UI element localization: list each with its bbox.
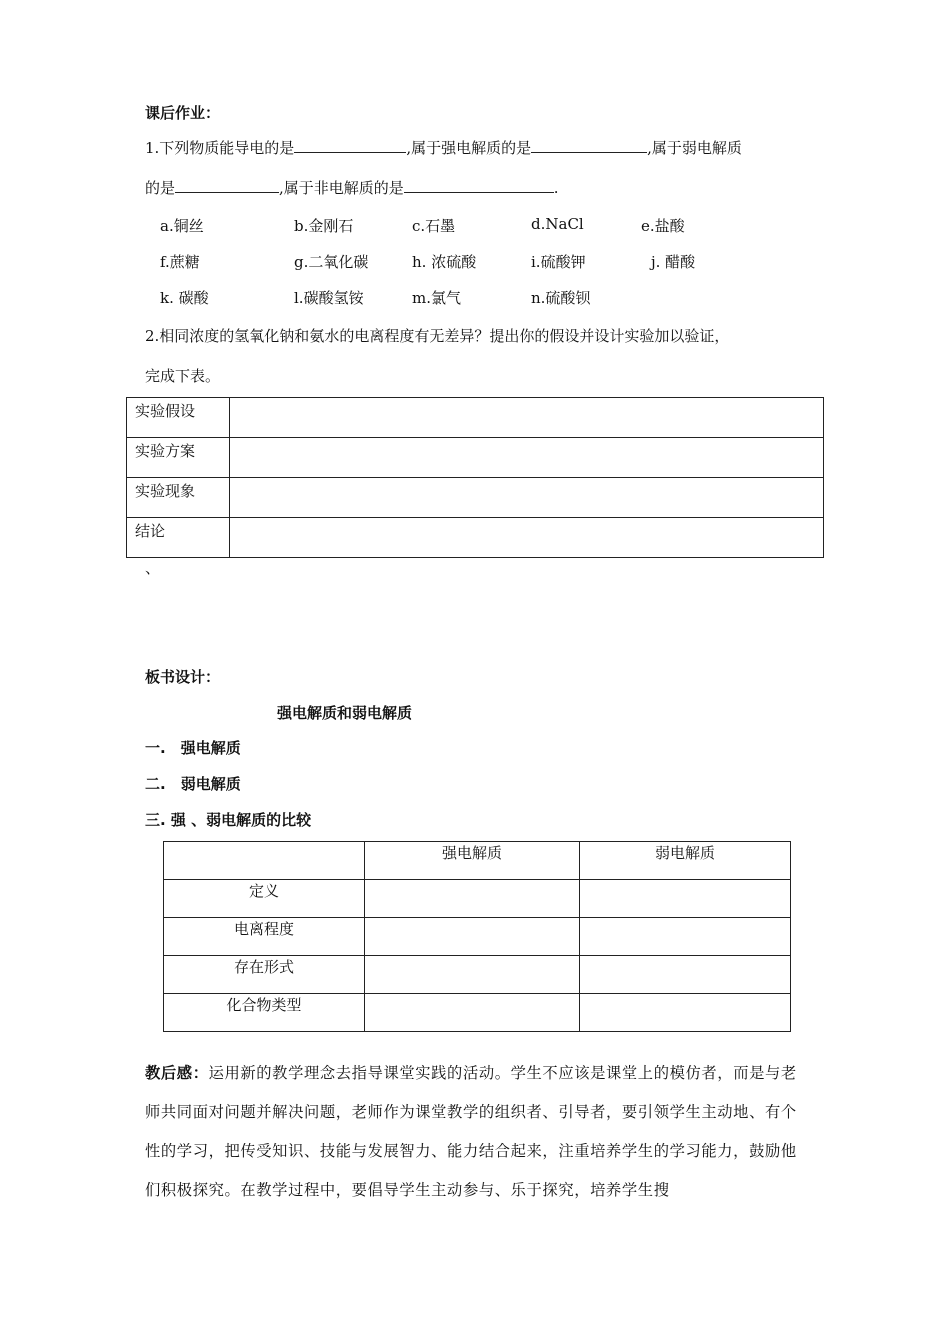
reflection-text: 运用新的教学理念去指导课堂实践的活动。学生不应该是课堂上的模仿者，而是与老师共同面对问题并解决问题，老师作为课堂教学的组织者、引导者，要引领学生主动地、有个性的学习，把传受知识、技能与发展智力、能力结合起来，注重培养学生的学习能力，鼓励他们积极探究。在教学过程中，要倡导学生主动参与、乐于探究，培养学生搜 [145, 1064, 797, 1199]
table-row [127, 478, 824, 518]
experiment-table [126, 397, 824, 558]
option-j: j. 醋酸 [651, 253, 696, 271]
board-subtitle: 强电解质和弱电解质 [277, 704, 413, 722]
q1-part3: ,属于弱电解质 [647, 139, 742, 157]
answer-blank-conductive[interactable] [294, 138, 406, 153]
cell-strong-definition[interactable] [365, 880, 580, 918]
option-k: k. 碳酸 [160, 289, 209, 307]
row-label-plan: 实验方案 [127, 438, 230, 478]
cell-phenomenon[interactable] [230, 478, 824, 518]
cell-plan[interactable] [230, 438, 824, 478]
row-label-definition: 定义 [164, 880, 365, 918]
option-d: d.NaCl [531, 215, 584, 233]
option-g: g.二氧化碳 [294, 253, 369, 271]
board-item-3: 三. 强 、弱电解质的比较 [145, 811, 312, 829]
board-item-1: 一. 强电解质 [145, 739, 241, 757]
row-label-compound-type: 化合物类型 [164, 994, 365, 1032]
q1-end: . [553, 179, 559, 197]
cell-weak-definition[interactable] [580, 880, 791, 918]
option-b: b.金刚石 [294, 217, 354, 235]
board-title: 板书设计： [145, 668, 221, 686]
option-n: n.硫酸钡 [531, 289, 591, 307]
table-header-row [164, 842, 791, 880]
row-label-phenomenon: 实验现象 [127, 478, 230, 518]
homework-title: 课后作业： [145, 104, 221, 122]
reflection-label: 教后感： [145, 1064, 209, 1082]
option-f: f.蔗糖 [160, 253, 200, 271]
cell-conclusion[interactable] [230, 518, 824, 558]
option-m: m.氯气 [412, 289, 461, 307]
comparison-table [163, 841, 791, 1032]
question-1-line-1 [145, 137, 742, 159]
answer-blank-nonelectrolyte[interactable] [404, 178, 554, 193]
table-row [127, 398, 824, 438]
stray-mark: 、 [145, 559, 161, 577]
header-weak: 弱电解质 [580, 842, 791, 880]
option-i: i.硫酸钾 [531, 253, 586, 271]
table-row [164, 956, 791, 994]
cell-hypothesis[interactable] [230, 398, 824, 438]
cell-strong-compound-type[interactable] [365, 994, 580, 1032]
cell-weak-form[interactable] [580, 956, 791, 994]
q1-part1: 1.下列物质能导电的是 [145, 139, 295, 157]
q1-part5: ,属于非电解质的是 [279, 179, 404, 197]
header-blank [164, 842, 365, 880]
option-l: l.碳酸氢铵 [294, 289, 364, 307]
table-row [164, 918, 791, 956]
question-1-line-2 [145, 177, 559, 199]
table-row [164, 994, 791, 1032]
header-strong: 强电解质 [365, 842, 580, 880]
table-row [127, 518, 824, 558]
q1-part4: 的是 [145, 179, 176, 197]
cell-strong-form[interactable] [365, 956, 580, 994]
option-a: a.铜丝 [160, 217, 204, 235]
reflection-paragraph [145, 1054, 810, 1210]
cell-strong-ionization[interactable] [365, 918, 580, 956]
table-row [127, 438, 824, 478]
row-label-hypothesis: 实验假设 [127, 398, 230, 438]
table-row [164, 880, 791, 918]
row-label-form: 存在形式 [164, 956, 365, 994]
question-2-line-1: 2.相同浓度的氢氧化钠和氨水的电离程度有无差异？提出你的假设并设计实验加以验证， [145, 327, 730, 345]
option-e: e.盐酸 [641, 217, 685, 235]
answer-blank-strong[interactable] [531, 138, 647, 153]
cell-weak-ionization[interactable] [580, 918, 791, 956]
row-label-ionization: 电离程度 [164, 918, 365, 956]
option-c: c.石墨 [412, 217, 456, 235]
q1-part2: ,属于强电解质的是 [406, 139, 532, 157]
option-h: h. 浓硫酸 [412, 253, 477, 271]
row-label-conclusion: 结论 [127, 518, 230, 558]
answer-blank-weak[interactable] [175, 178, 279, 193]
question-2-line-2: 完成下表。 [145, 367, 221, 385]
board-item-2: 二. 弱电解质 [145, 775, 241, 793]
cell-weak-compound-type[interactable] [580, 994, 791, 1032]
